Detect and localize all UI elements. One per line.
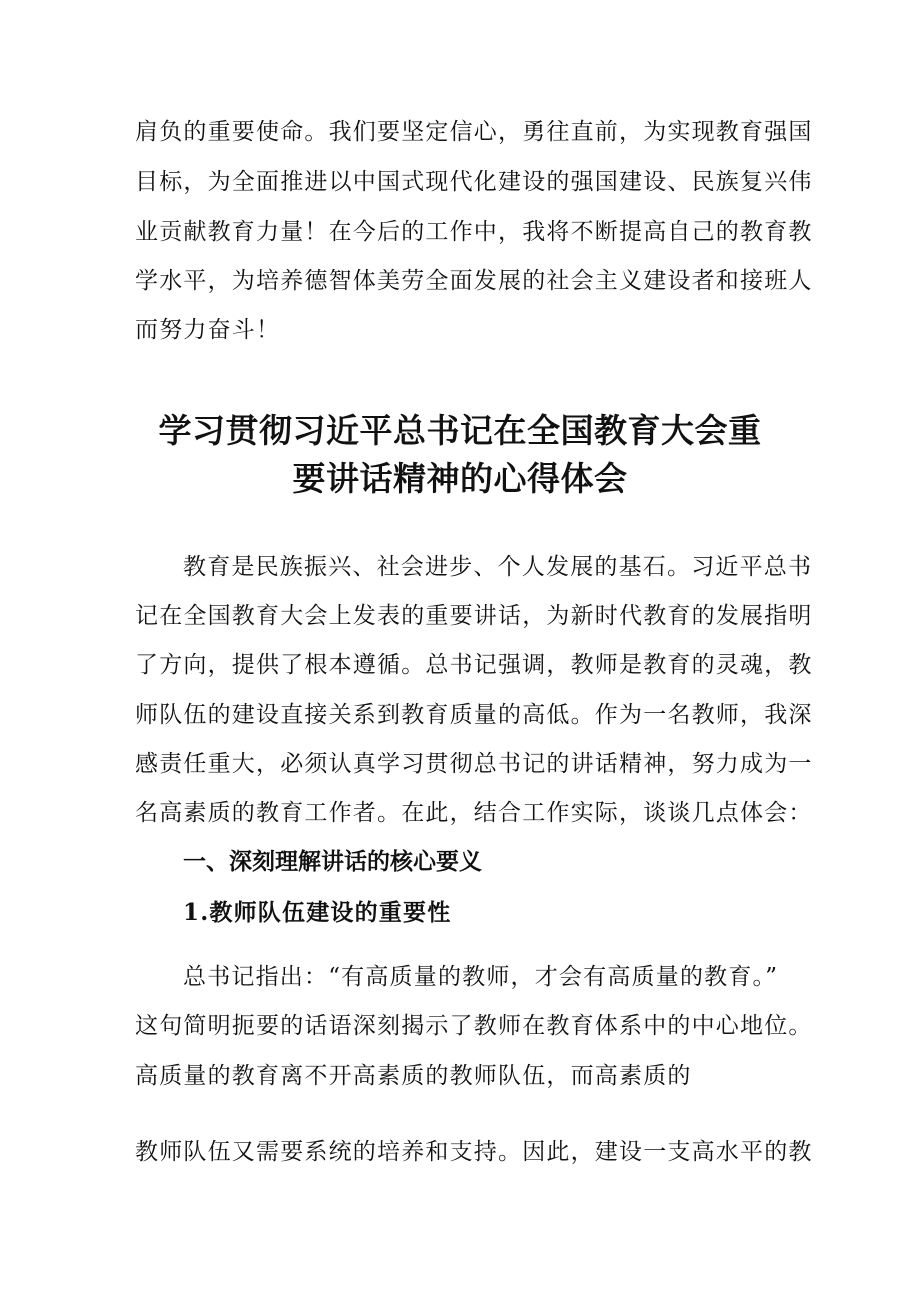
continuation-line: 学水平，为培养德智体美劳全面发展的社会主义建设者和接班人 <box>135 268 813 294</box>
intro-paragraph-line: 记在全国教育大会上发表的重要讲话，为新时代教育的发展指明 <box>135 603 813 629</box>
article-title-line: 要讲话精神的心得体会 <box>292 459 628 498</box>
intro-paragraph-line: 感责任重大，必须认真学习贯彻总书记的讲话精神，努力成为一 <box>135 751 813 777</box>
intro-paragraph-line: 教育是民族振兴、社会进步、个人发展的基石。习近平总书 <box>183 554 813 580</box>
continuation-line: 肩负的重要使命。我们要坚定信心，勇往直前，为实现教育强国 <box>135 119 813 145</box>
body-paragraph-line: 总书记指出：“有高质量的教师，才会有高质量的教育。” <box>183 964 779 990</box>
intro-paragraph-line: 名高素质的教育工作者。在此，结合工作实际，谈谈几点体会： <box>135 800 813 826</box>
body-paragraph-line: 这句简明扼要的话语深刻揭示了教师在教育体系中的中心地位。 <box>135 1013 813 1039</box>
article-title-line: 学习贯彻习近平总书记在全国教育大会重 <box>158 411 762 450</box>
section-heading: 一、深刻理解讲话的核心要义 <box>183 849 482 875</box>
intro-paragraph-line: 师队伍的建设直接关系到教育质量的高低。作为一名教师，我深 <box>135 702 813 728</box>
body-paragraph-line: 高质量的教育离不开高素质的教师队伍，而高素质的 <box>135 1063 692 1089</box>
subsection-heading: 1.教师队伍建设的重要性 <box>183 899 452 926</box>
intro-paragraph-line: 了方向，提供了根本遵循。总书记强调，教师是教育的灵魂，教 <box>135 652 813 678</box>
continuation-line: 而努力奋斗！ <box>135 317 281 343</box>
body-paragraph-line: 教师队伍又需要系统的培养和支持。因此，建设一支高水平的教 <box>135 1139 813 1165</box>
continuation-line: 目标，为全面推进以中国式现代化建设的强国建设、民族复兴伟 <box>135 169 813 195</box>
continuation-line: 业贡献教育力量！在今后的工作中，我将不断提高自己的教育教 <box>135 219 813 245</box>
